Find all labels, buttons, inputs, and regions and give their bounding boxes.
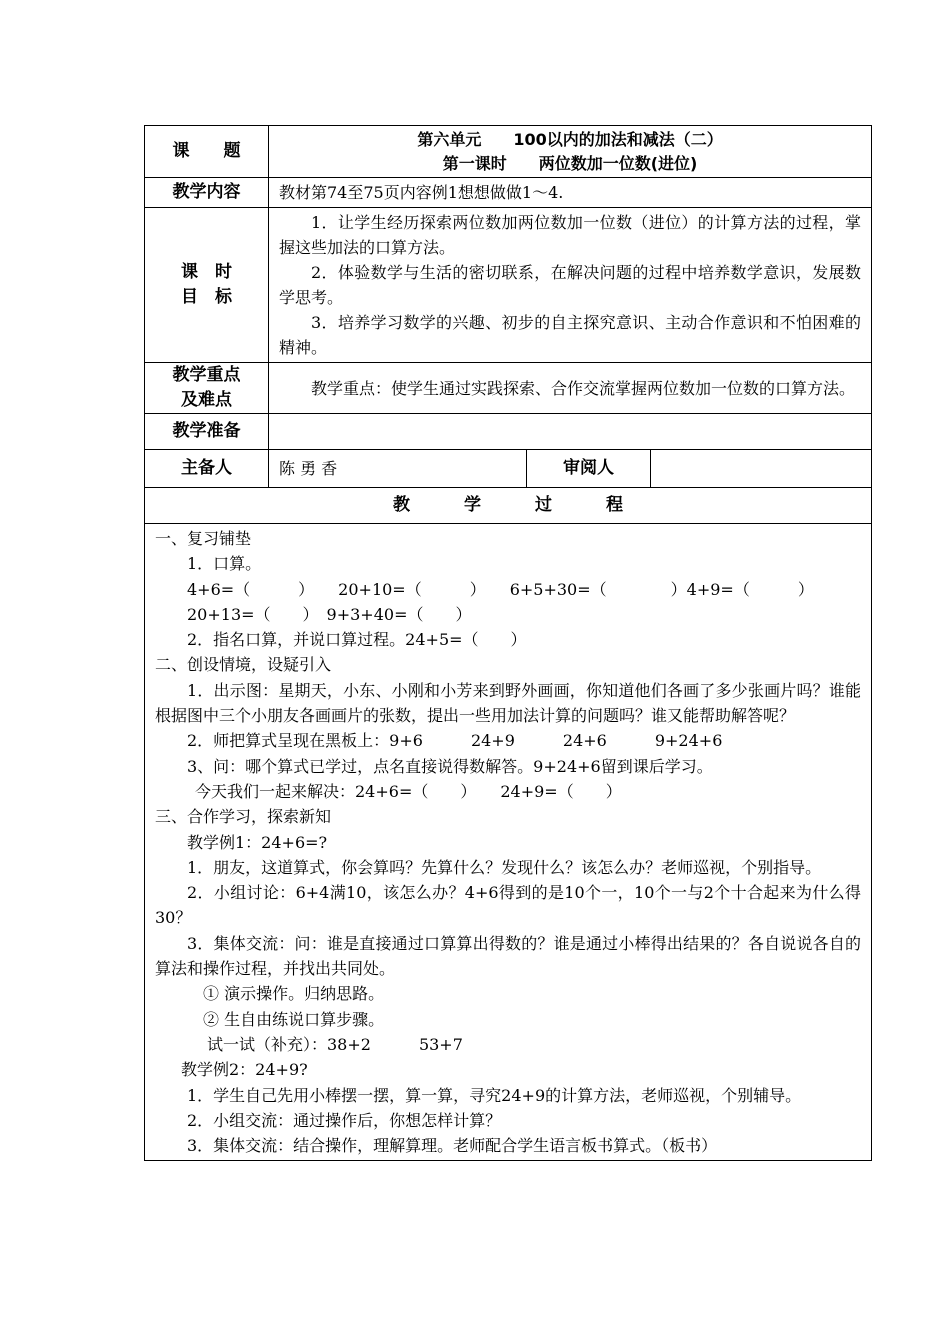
people-row [145, 450, 872, 488]
process-heading-char: 程 [606, 495, 624, 515]
process-heading-row [145, 488, 872, 524]
goal-item: 1．让学生经历探索两位数加两位数加一位数（进位）的计算方法的过程，掌握这些加法的口算方法。 [279, 213, 862, 257]
goal-item: 3．培养学习数学的兴趣、初步的自主探究意识、主动合作意识和不怕困难的精神。 [279, 313, 862, 357]
process-body [145, 524, 872, 1161]
prep-label: 教学准备 [145, 414, 269, 450]
content-row [145, 178, 872, 208]
example-heading: 教学例1：24+6=? [187, 832, 328, 852]
process-line: 1．出示图：星期天，小东、小刚和小芳来到野外画画，你知道他们各画了多少张画片吗？谁能根据图中三个小朋友各画画片的张数，提出一些用加法计算的问题吗？谁又能帮助解答呢？ [155, 680, 862, 726]
process-line: 今天我们一起来解决：24+6=（ ） 24+9=（ ） [195, 781, 622, 801]
process-line: 3、问：哪个算式已学过，点名直接说得数解答。9+24+6留到课后学习。 [187, 756, 713, 776]
process-heading [145, 488, 872, 524]
author-name: 陈 勇 香 [269, 450, 527, 488]
section-heading: 三、合作学习，探索新知 [155, 807, 332, 827]
content-label: 教学内容 [145, 178, 269, 208]
goals-label [145, 208, 269, 363]
goals-list [269, 208, 872, 363]
lesson-plan-sheet [144, 125, 871, 1161]
process-line: 2．小组交流：通过操作后，你想怎样计算？ [187, 1110, 502, 1130]
topic-label: 课 题 [145, 126, 269, 178]
lesson-title-line2: 第一课时 两位数加一位数(进位) [442, 153, 698, 173]
goals-row [145, 208, 872, 363]
goals-label-line2: 目 标 [181, 287, 232, 307]
process-heading-char: 过 [535, 495, 553, 515]
keypoints-text [269, 363, 872, 414]
process-heading-char: 学 [464, 495, 482, 515]
lesson-plan-table [144, 125, 872, 1161]
lesson-title [269, 126, 872, 178]
process-line: 试一试（补充）：38+2 53+7 [207, 1034, 463, 1054]
keypoints-label-line1: 教学重点 [172, 365, 241, 385]
goals-label-line1: 课 时 [181, 262, 232, 282]
process-line: 2．指名口算，并说口算过程。24+5=（ ） [187, 630, 527, 650]
process-step: ② 生自由练说口算步骤。 [203, 1009, 385, 1029]
topic-row [145, 126, 872, 178]
process-line: 3．集体交流：结合操作，理解算理。老师配合学生语言板书算式。（板书） [187, 1136, 718, 1156]
exercise-line: 20+13=（ ） 9+3+40=（ ） [187, 604, 472, 624]
reviewer-name [651, 450, 872, 488]
process-row [145, 524, 872, 1161]
process-step: ① 演示操作。归纳思路。 [203, 984, 385, 1004]
prep-row [145, 414, 872, 450]
keypoints-label [145, 363, 269, 414]
example-heading: 教学例2：24+9? [181, 1060, 308, 1080]
keypoints-paragraph: 教学重点：使学生通过实践探索、合作交流掌握两位数加一位数的口算方法。 [311, 378, 856, 398]
process-line: 2．小组讨论：6+4满10，该怎么办？4+6得到的是10个一，10个一与2个十合起来为什么得30？ [155, 883, 862, 928]
process-heading-char: 教 [393, 495, 411, 515]
author-label: 主备人 [145, 450, 269, 488]
section-heading: 一、复习铺垫 [155, 529, 252, 548]
content-text: 教材第74至75页内容例1想想做做1～4. [269, 178, 872, 208]
process-line: 1．口算。 [187, 554, 262, 574]
lesson-title-line1: 第六单元 100以内的加法和减法（二） [417, 129, 723, 149]
keypoints-label-line2: 及难点 [181, 390, 232, 410]
process-line: 2．师把算式呈现在黑板上：9+6 24+9 24+6 9+24+6 [187, 731, 723, 751]
process-line: 3．集体交流：问：谁是直接通过口算算出得数的？谁是通过小棒得出结果的？各自说说各自的算法和操作过程，并找出共同处。 [155, 933, 862, 979]
reviewer-label: 审阅人 [527, 450, 651, 488]
section-heading: 二、创设情境，设疑引入 [155, 655, 332, 675]
keypoints-row [145, 363, 872, 414]
process-line: 1．学生自己先用小棒摆一摆，算一算，寻究24+9的计算方法，老师巡视，个别辅导。 [187, 1085, 802, 1105]
exercise-line: 4+6=（ ） 20+10=（ ） 6+5+30=（ ）4+9=（ ） [187, 579, 814, 599]
process-line: 1．朋友，这道算式，你会算吗？先算什么？发现什么？该怎么办？老师巡视，个别指导。 [187, 857, 822, 877]
goal-item: 2．体验数学与生活的密切联系，在解决问题的过程中培养数学意识，发展数学思考。 [279, 263, 862, 307]
prep-text [269, 414, 872, 450]
